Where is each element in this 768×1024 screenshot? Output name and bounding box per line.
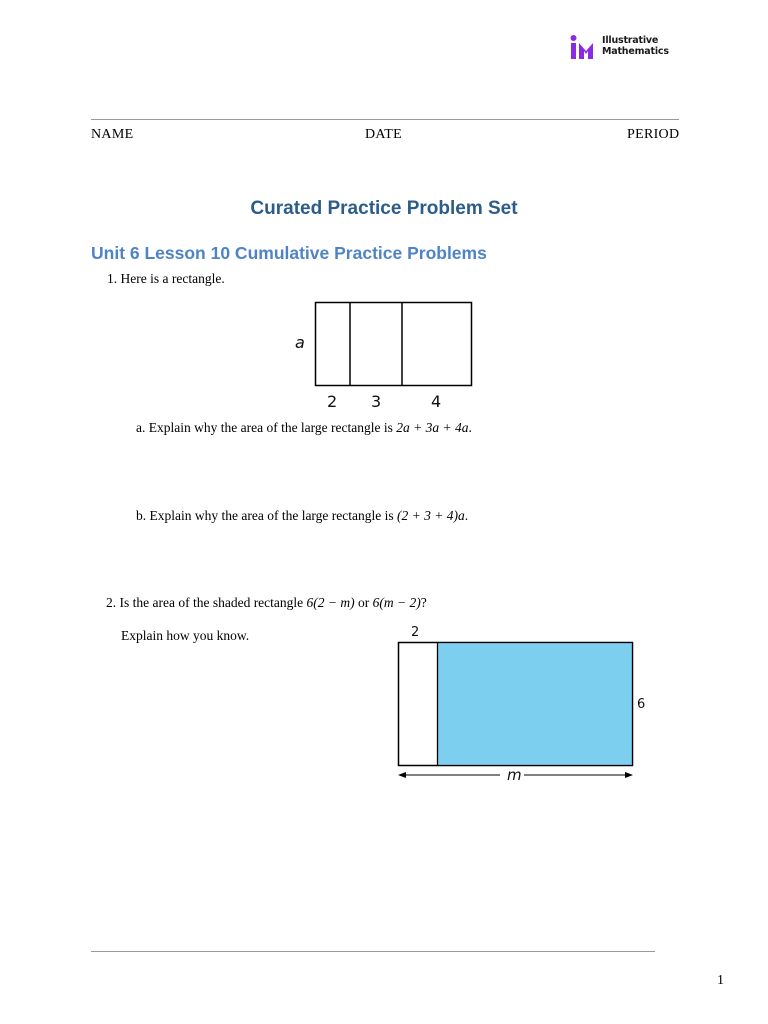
problem-1a-end: . [468,420,472,435]
logo-line-2: Mathematics [602,46,669,57]
im-logo-icon [570,34,600,60]
logo-text [602,35,682,57]
header-rule [91,119,679,120]
rectangle-diagram [280,290,500,420]
page-title: Curated Practice Problem Set [250,198,518,219]
shaded-rectangle [438,643,633,765]
problem-2-figure [390,622,660,792]
period-label: PERIOD [627,127,680,142]
problem-2-or: or [354,595,373,610]
problem-1-prompt: 1. Here is a rectangle. [107,271,225,286]
problem-1a-expression: 2a + 3a + 4a [396,420,469,435]
problem-1b-end: . [464,508,469,523]
problem-1a [136,420,472,436]
width-label-4: 4 [431,392,442,411]
problem-2-end: ? [420,595,427,610]
shaded-rectangle-diagram [390,622,660,792]
problem-2-explain: Explain how you know. [121,628,250,643]
problem-1b-text: b. Explain why the area of the large rectangle is [136,508,398,523]
problem-1b [136,508,468,524]
problem-1-figure [280,290,500,420]
problem-1a-text: a. Explain why the area of the large rectangle is [136,420,397,435]
large-rectangle [316,303,472,386]
problem-2-text: 2. Is the area of the shaded rectangle [106,595,307,610]
problem-2-expression-2: 6(m − 2) [372,595,421,610]
illustrative-mathematics-logo [570,34,680,60]
problem-1b-expression: (2 + 3 + 4)a [397,508,465,523]
problem-2-prompt [106,595,427,611]
side-label-a: a [295,333,305,352]
right-label-6: 6 [637,697,646,712]
width-label-2: 2 [327,392,338,411]
problem-2-expression-1: 6(2 − m) [306,595,355,610]
arrow-right-head [625,772,633,778]
top-label-2: 2 [411,625,420,640]
lesson-subtitle: Unit 6 Lesson 10 Cumulative Practice Problems [91,243,487,263]
bottom-label-m: m [507,766,522,784]
page-number: 1 [717,973,724,988]
name-label: NAME [91,127,134,142]
footer-rule [91,951,655,952]
date-label: DATE [365,127,402,142]
arrow-left-head [398,772,406,778]
logo-line-1: Illustrative [602,35,659,46]
width-label-3: 3 [371,392,382,411]
